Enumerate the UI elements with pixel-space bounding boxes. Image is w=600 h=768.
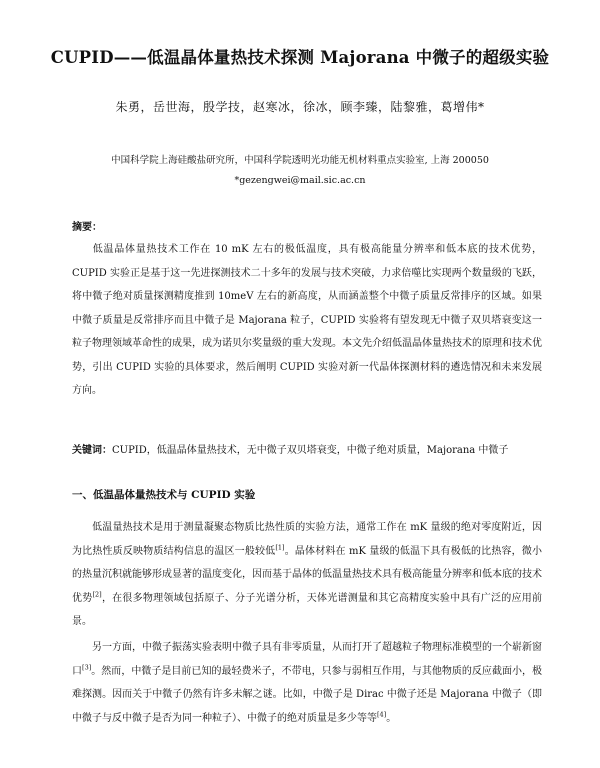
abstract-heading: 摘要： xyxy=(72,222,102,233)
p2-text-a: 另一方面，中微子振荡实验表明中微子具有非零质量，从而打开了超越粒子物理标准模型的一个崭新窗口 xyxy=(72,642,542,677)
paper-title: CUPID——低温晶体量热技术探测 Majorana 中微子的超级实验 xyxy=(50,48,550,67)
p1-text-b: 。晶体材料在 mK 量级的低温下具有极低的比热容，微小的热量沉积就能够形成显著的温度变化，因而基于晶体的低温量热技术具有极高能量分辨率和低本底的技术优势 xyxy=(72,545,543,604)
keywords xyxy=(72,439,552,462)
affiliation: 中国科学院上海硅酸盐研究所，中国科学院透明光功能无机材料重点实验室, 上海 200050 xyxy=(111,155,489,166)
abstract-body: 低温晶体量热技术工作在 10 mK 左右的极低温度，具有极高能量分辨率和低本底的技术优势，CUPID 实验正是基于这一先进探测技术二十多年的发展与技术突破，力求倍噬比实现两个数量级的飞跃，将中微子绝对质量探测精度推到 10meV 左右的新高度，从而涵盖整个中微子质量反常排序的区域。如果中微子质量是反常排序而且中微子是 Majorana 粒子，CUPID 实验将有望发现无中微子双贝塔衰变这一粒子物理领域革命性的成果，成为诺贝尔奖量级的重大发现。本文先介绍低温晶体量热技术的原理和技术优势，引出 CUPID 实验的具体要求，然后阐明 CUPID 实验对新一代晶体探测材料的遴选情况和未来发展方向。 xyxy=(72,244,542,396)
citation-4[interactable]: [4] xyxy=(377,710,387,719)
p1-text-c: ，在很多物理领域包括原子、分子光谱分析，天体光谱测量和其它高精度实验中具有广泛的应用前景。 xyxy=(72,592,543,627)
keywords-text: CUPID，低温晶体量热技术，无中微子双贝塔衰变，中微子绝对质量，Majorana 中微子 xyxy=(112,445,509,456)
p1-text-a: 低温量热技术是用于测量凝聚态物质比热性质的实验方法，通常工作在 mK 量级的绝对零度附近，因为比热性质反映物质结构信息的温区一般较低 xyxy=(72,522,542,557)
body-paragraph-2 xyxy=(72,636,542,730)
section-heading: 一、低温晶体量热技术与 CUPID 实验 xyxy=(72,489,256,501)
corresponding-email: *gezengwei@mail.sic.ac.cn xyxy=(234,175,366,186)
p2-text-b: 。然而，中微子是目前已知的最轻费米子，不带电，只参与弱相互作用，与其他物质的反应截面小，极难探测。因而关于中微子仍然有许多未解之谜。比如，中微子是 Dirac 中微子还是 Majorana 中微子（即中微子与反中微子是否为同一种粒子）、中微子的绝对质量是多少等等 xyxy=(72,665,543,724)
citation-2[interactable]: [2] xyxy=(92,590,102,599)
author-list: 朱勇，岳世海，殷学技，赵寒冰，徐冰，顾李臻，陆黎雅，葛增伟* xyxy=(115,100,485,114)
citation-3[interactable]: [3] xyxy=(82,663,92,672)
body-paragraph-1 xyxy=(72,516,542,634)
p2-text-c: 。 xyxy=(386,712,397,724)
keywords-label: 关键词： xyxy=(72,445,112,456)
abstract-text xyxy=(72,238,542,403)
citation-1[interactable]: [1] xyxy=(275,543,285,552)
